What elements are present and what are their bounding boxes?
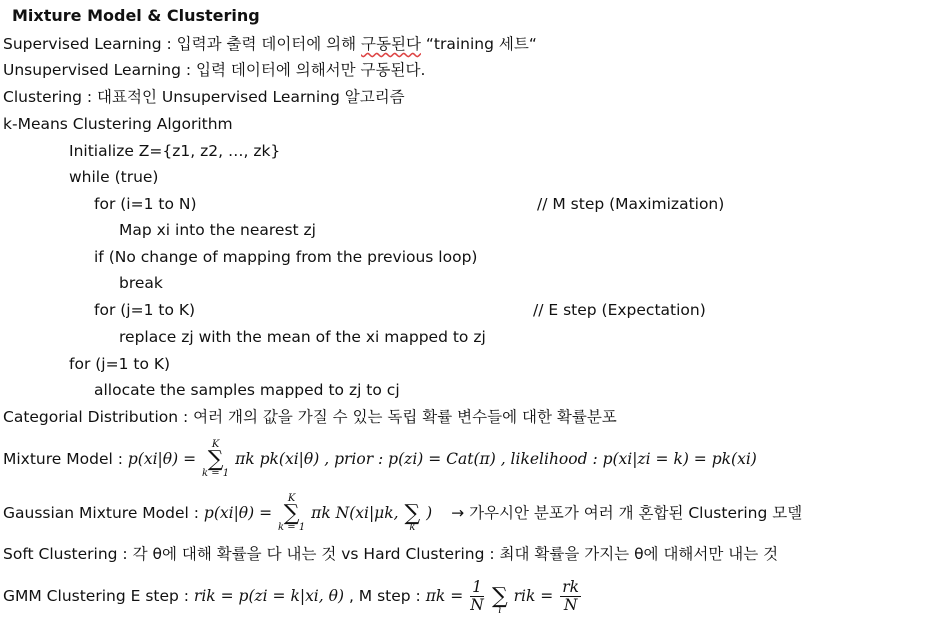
soft-clustering-line: Soft Clustering : 각 θ에 대해 확률을 다 내는 것 vs Hard Clustering : 최대 확률을 가지는 θ에 대해서만 내는 것 xyxy=(3,545,779,563)
algo-while: while (true) xyxy=(69,168,159,186)
sum-symbol: K ∑ k = 1 xyxy=(202,438,230,480)
gmm-description: → 가우시안 분포가 여러 개 혼합된 Clustering 모델 xyxy=(451,504,803,522)
gmm-sum-symbol: K ∑ k = 1 xyxy=(278,492,306,534)
gmm-close: ) xyxy=(426,504,433,522)
clustering-line: Clustering : 대표적인 Unsupervised Learning 알고리즘 xyxy=(3,88,405,106)
mixture-prior-likelihood: , prior : p(zi) = Cat(π) , likelihood : p(xi|zi = k) = pk(xi) xyxy=(324,450,757,468)
m-step-rik: rik = xyxy=(513,587,559,605)
algo-if: if (No change of mapping from the previous loop) xyxy=(94,248,478,266)
spellcheck-word: 구동된다 xyxy=(361,35,421,53)
algo-break: break xyxy=(119,274,163,292)
algo-init: Initialize Z={z1, z2, …, zk} xyxy=(69,142,281,160)
algo-allocate: allocate the samples mapped to zj to cj xyxy=(94,381,400,399)
covariance-sum-symbol: ∑ k xyxy=(404,500,421,534)
unsupervised-line: Unsupervised Learning : 입력 데이터에 의해서만 구동된다. xyxy=(3,61,426,79)
gmm-steps-line xyxy=(3,574,583,618)
algo-replace: replace zj with the mean of the xi mapped to zj xyxy=(119,328,486,346)
gmm-terms: πk N(xi|μk, xyxy=(311,504,404,522)
mixture-model-line xyxy=(3,434,757,484)
page-title: Mixture Model & Clustering xyxy=(12,6,260,25)
supervised-line xyxy=(3,34,537,54)
algo-map: Map xi into the nearest zj xyxy=(119,221,316,239)
categorical-line: Categorial Distribution : 여러 개의 값을 가질 수 있는 독립 확률 변수들에 대한 확률분포 xyxy=(3,408,617,426)
mixture-label: Mixture Model : xyxy=(3,450,128,468)
mixture-terms: πk pk(xi|θ) xyxy=(235,450,320,468)
algo-for-j: for (j=1 to K) xyxy=(94,301,196,319)
supervised-text: Supervised Learning : 입력과 출력 데이터에 의해 xyxy=(3,35,362,53)
fraction-rk-over-n: $\frac{rk}{N}$ xyxy=(562,578,580,614)
algo-for-j2: for (j=1 to K) xyxy=(69,355,171,373)
algo-for-i: for (i=1 to N) xyxy=(94,195,197,213)
m-step-sum-symbol: ∑ i xyxy=(491,583,508,617)
gmm-m-step-label: , M step : xyxy=(348,587,426,605)
gmm-e-step-label: GMM Clustering E step : xyxy=(3,587,194,605)
fraction-1-over-n: $\frac{1}{N}$ xyxy=(470,578,484,614)
e-step-comment: // E step (Expectation) xyxy=(533,301,706,319)
kmeans-heading: k-Means Clustering Algorithm xyxy=(3,115,233,133)
supervised-text-end: “training 세트“ xyxy=(420,35,537,53)
gmm-e-step-equation: rik = p(zi = k|xi, θ) xyxy=(193,587,345,605)
gmm-equation: p(xi|θ) = xyxy=(203,504,278,522)
gmm-line xyxy=(3,488,802,538)
gmm-label: Gaussian Mixture Model : xyxy=(3,504,204,522)
m-step-comment: // M step (Maximization) xyxy=(537,195,725,213)
gmm-m-step-lhs: πk = xyxy=(425,587,469,605)
mixture-equation: p(xi|θ) = xyxy=(127,450,201,468)
